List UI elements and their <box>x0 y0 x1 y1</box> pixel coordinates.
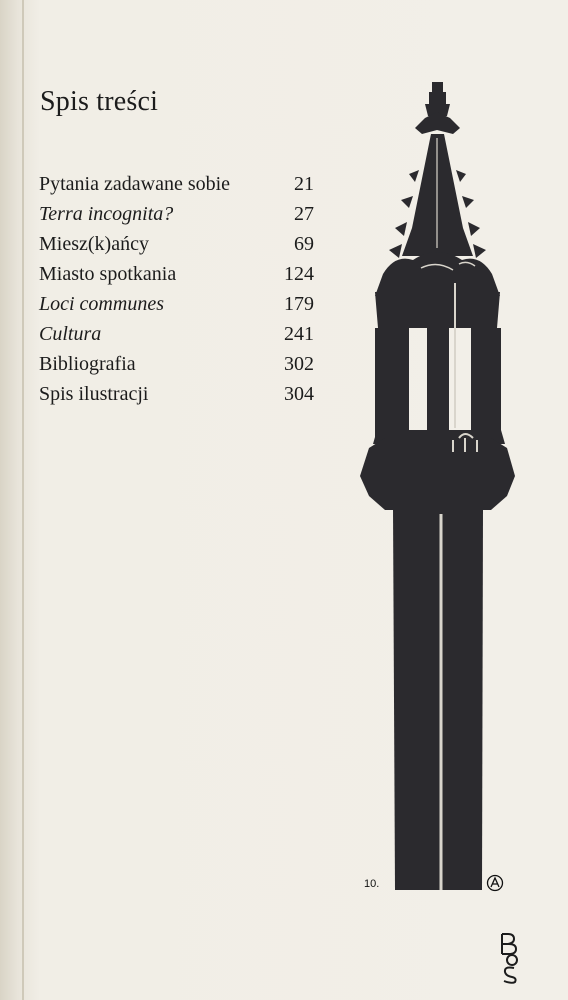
toc-title: Miesz(k)ańcy <box>39 233 149 255</box>
toc-title: Spis ilustracji <box>39 383 149 405</box>
toc-page: 21 <box>294 173 314 195</box>
figure-number: 10. <box>364 878 380 890</box>
toc-title: Pytania zadawane sobie <box>39 173 231 195</box>
toc-entry <box>39 230 319 260</box>
toc-title: Loci communes <box>39 293 164 315</box>
toc-entry <box>39 170 319 200</box>
artist-monogram-icon <box>486 874 504 892</box>
toc-entry <box>39 380 319 410</box>
toc-title: Terra incognita? <box>39 203 174 225</box>
gothic-pinnacle-illustration <box>355 78 520 896</box>
toc-page: 302 <box>284 353 314 375</box>
toc-title: Bibliografia <box>39 353 136 375</box>
page-gutter <box>22 0 24 1000</box>
toc-page: 179 <box>284 293 314 315</box>
toc-entry <box>39 320 319 350</box>
toc-page: 69 <box>294 233 314 255</box>
toc-title: Cultura <box>39 323 102 345</box>
page-title: Spis treści <box>40 86 159 117</box>
publisher-logo-icon <box>498 932 522 984</box>
toc-page: 241 <box>284 323 314 345</box>
table-of-contents <box>39 170 319 410</box>
toc-entry <box>39 200 319 230</box>
toc-entry <box>39 260 319 290</box>
toc-page: 27 <box>294 203 314 225</box>
toc-page: 304 <box>284 383 314 405</box>
toc-entry <box>39 350 319 380</box>
toc-page: 124 <box>284 263 314 285</box>
toc-entry <box>39 290 319 320</box>
toc-title: Miasto spotkania <box>39 263 177 285</box>
